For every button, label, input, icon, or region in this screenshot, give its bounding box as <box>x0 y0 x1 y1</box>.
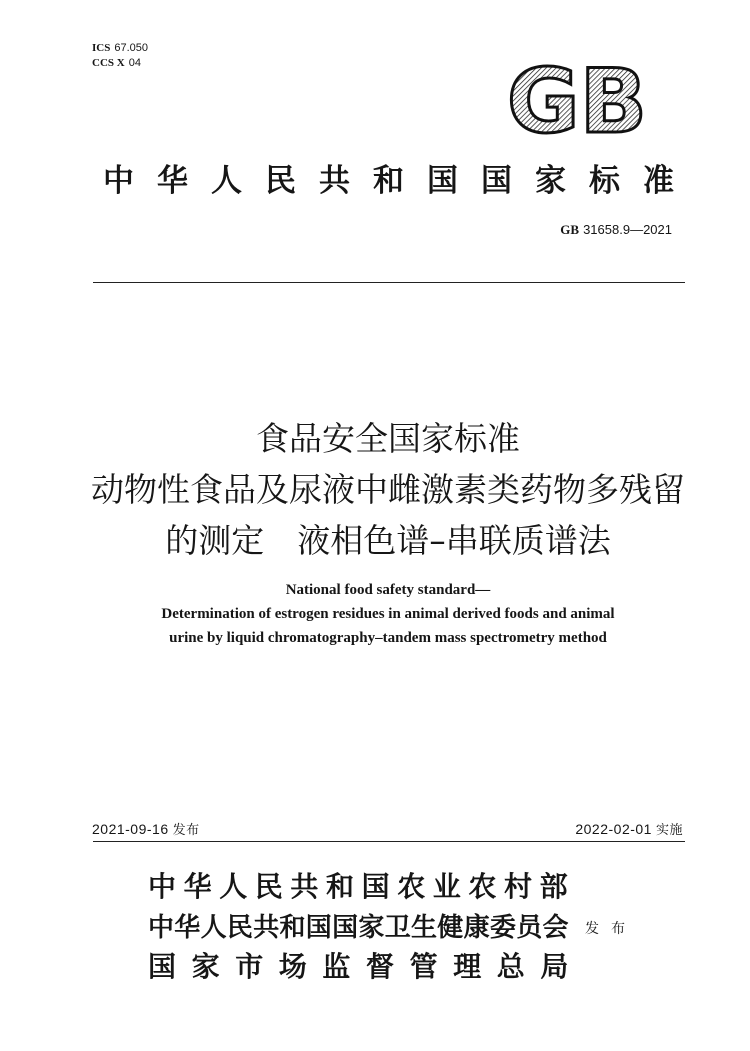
issuer-line: 中华人民共和国国家卫生健康委员会 <box>148 913 569 942</box>
standard-code: 31658.9—2021 <box>583 222 672 237</box>
classification-codes <box>92 41 148 71</box>
header-divider <box>93 282 685 283</box>
standard-prefix: GB <box>560 222 580 237</box>
issuer-action: 发布 <box>585 920 637 936</box>
english-title-line: Determination of estrogen residues in animal derived foods and animal <box>161 606 615 622</box>
ccs-value: 04 <box>128 57 141 69</box>
implement-date <box>575 819 683 840</box>
gb-logo-letters: GB <box>507 60 647 138</box>
title-line: 的测定 液相色谱–串联质谱法 <box>165 521 611 560</box>
title-line: 动物性食品及尿液中雌激素类药物多残留 <box>91 470 685 509</box>
ics-code <box>92 41 148 56</box>
ics-value: 67.050 <box>114 42 148 54</box>
header-title: 中华人民共和国国家标准 <box>103 163 697 199</box>
standard-number <box>560 221 672 239</box>
date-divider <box>93 841 685 842</box>
publish-date <box>92 819 200 840</box>
gb-logo <box>504 60 650 138</box>
implement-date-value: 2022-02-01 <box>575 821 652 837</box>
publish-label: 发布 <box>172 822 200 837</box>
issuer-line: 中华人民共和国农业农村部 <box>148 872 576 903</box>
english-title <box>26 578 750 650</box>
ics-label: ICS <box>92 42 111 54</box>
document-title <box>26 413 750 566</box>
publish-date-value: 2021-09-16 <box>92 821 169 837</box>
english-title-line: urine by liquid chromatography–tandem mass spectrometry method <box>169 630 607 646</box>
ccs-code <box>92 56 148 71</box>
title-line: 食品安全国家标准 <box>256 419 520 458</box>
ccs-label: CCS X <box>92 57 125 69</box>
english-title-line: National food safety standard— <box>285 582 491 598</box>
implement-label: 实施 <box>655 822 683 837</box>
issuer-line: 国家市场监督管理总局 <box>148 952 585 983</box>
